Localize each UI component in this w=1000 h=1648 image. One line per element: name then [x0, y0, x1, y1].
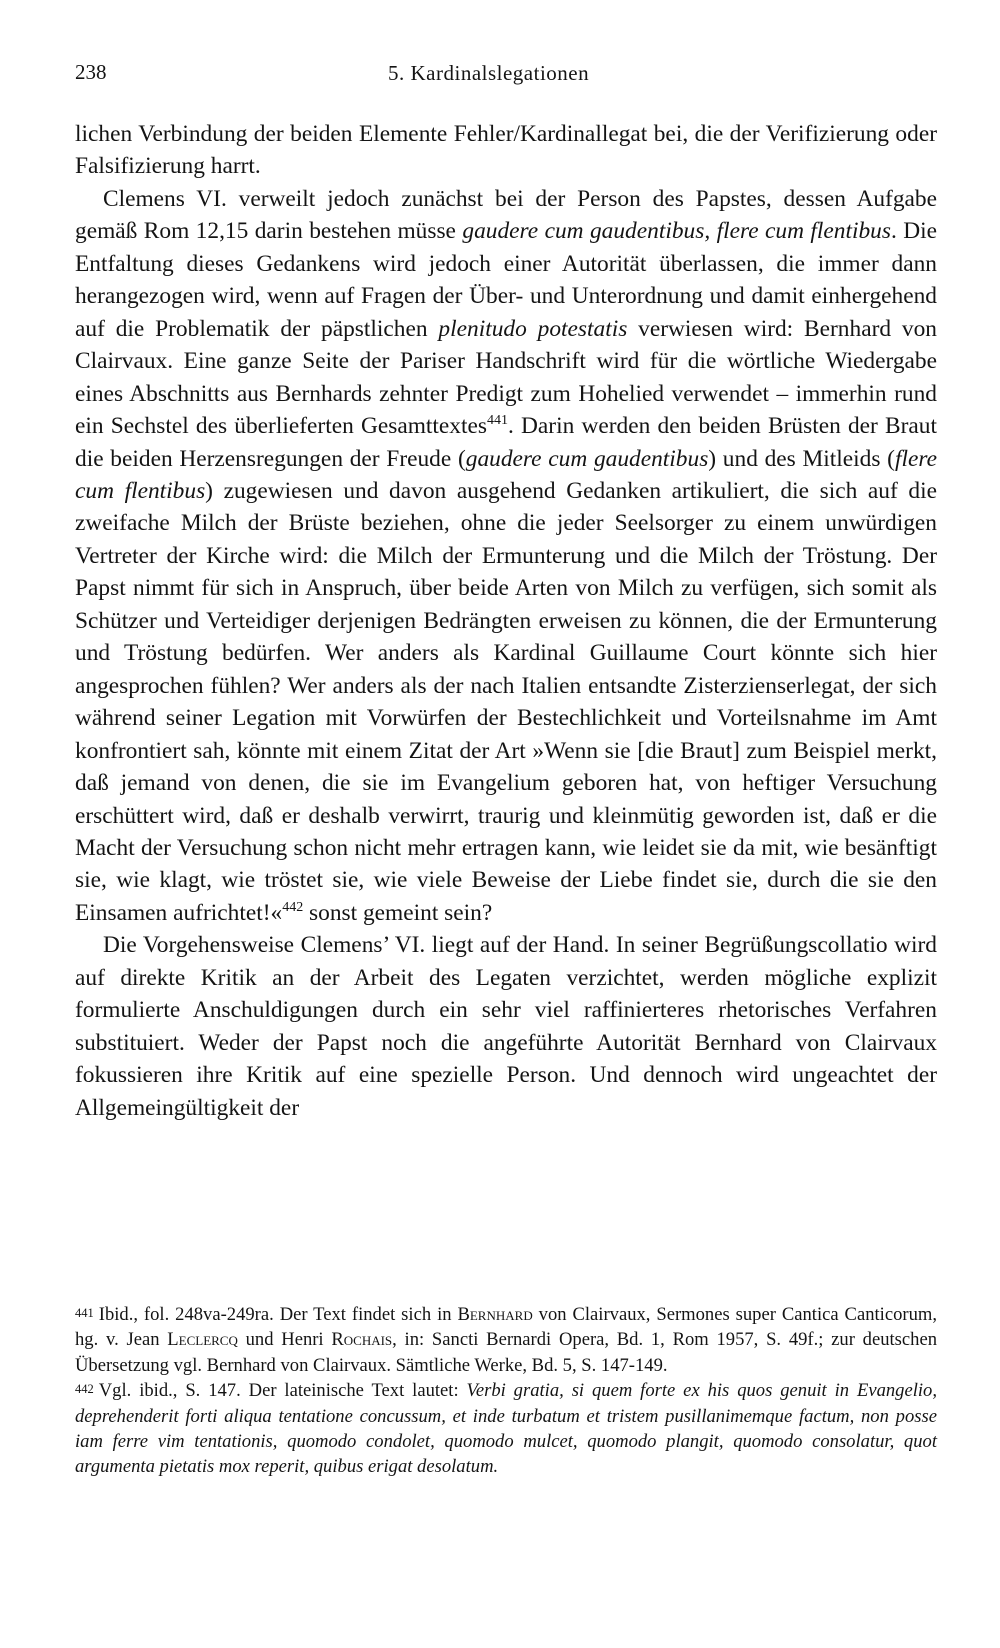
text-run: und Henri	[237, 1329, 332, 1351]
text-run: , in: Sancti Bernardi Opera, Bd. 1, Rom 1957, S. 49f.; zur deutschen Übersetzung vgl. Bernhard von Clairvaux. Sämtliche Werke, Bd. 5, S. 147-149.	[75, 1329, 938, 1376]
footnote-reference: 442	[282, 900, 304, 916]
text-run: Die Vorgehensweise Clemens’ VI. liegt auf der Hand. In seiner Begrüßungscollatio wird auf direkte Kritik an der Arbeit des Legaten verzichtet, werden mögliche explizit formulierte Anschuldigungen durch ein sehr viel raffinierteres rhetorisches Verfahren substituiert. Weder der Papst noch die angeführte Autorität Bernhard von Clairvaux fokussieren ihre Kritik auf eine spezielle Person. Und dennoch wird ungeachtet der Allgemeingültigkeit der	[75, 932, 937, 1121]
text-run: verwiesen wird: Bernhard von Clairvaux. Eine ganze Seite der Pariser Handschrift wird für die wörtliche Wiedergabe eines Abschnitts aus Bernhards zehnter Predigt zum Hohelied verwendet – immerhin rund ein Sechstel des überlieferten Gesamttextes	[75, 315, 937, 440]
footnote-number: 441	[75, 1306, 94, 1320]
paragraph	[75, 118, 937, 183]
author-name: Bernhard	[457, 1304, 533, 1325]
footnote-number: 442	[75, 1382, 94, 1397]
footnote	[75, 1378, 937, 1480]
text-run: Ibid., fol. 248va-249ra. Der Text findet sich in	[98, 1304, 458, 1325]
text-run: von Clairvaux, Sermones super Cantica Canticorum, hg. v. Jean	[75, 1304, 937, 1351]
text-run: lichen Verbindung der beiden Elemente Fehler/Kardinallegat bei, die der Verifizierung oder Falsifizierung harrt.	[75, 121, 937, 180]
italic-text: gaudere cum gaudentibus, flere cum flentibus	[462, 218, 891, 245]
footnote	[75, 1302, 937, 1378]
paragraph	[75, 929, 937, 1124]
italic-text: Verbi gratia, si quem forte ex his quos genuit in Evangelio, deprehenderit forti aliqua tentatione concussum, et inde turbatum et tristem pusillanimemque factum, non posse iam ferre vim tentationis, quomodo condolet, quomodo mulcet, quomodo plangit, quomodo consolatur, quot argumenta pietatis mox reperit, quibus erigat desolatum.	[75, 1380, 937, 1478]
author-name: Leclercq	[167, 1329, 238, 1351]
text-run: . Darin werden den beiden Brüsten der Braut die beiden Herzensregungen der Freude (	[75, 413, 938, 472]
footnotes	[75, 1302, 937, 1480]
text-run: Clemens VI. verweilt jedoch zunächst bei der Person des Papstes, dessen Aufgabe gemäß Rom 12,15 darin bestehen müsse	[75, 185, 937, 245]
paragraph	[75, 183, 937, 929]
text-run: sonst gemeint sein?	[303, 899, 493, 926]
author-name: Rochais	[331, 1329, 393, 1351]
footnote-reference: 441	[486, 413, 508, 429]
chapter-title: 5. Kardinalslegationen	[388, 61, 590, 85]
main-text	[75, 118, 937, 1124]
italic-text: flere cum flentibus	[75, 445, 937, 504]
text-run: ) und des Mitleids (	[708, 445, 895, 472]
running-head	[75, 60, 935, 94]
italic-text: plenitudo potestatis	[438, 315, 628, 342]
italic-text: gaudere cum gaudentibus	[465, 445, 709, 472]
text-run: Vgl. ibid., S. 147. Der lateinische Text lautet:	[98, 1380, 467, 1402]
page-number: 238	[75, 60, 107, 84]
text-run: . Die Entfaltung dieses Gedankens wird jedoch einer Autorität überlassen, die immer dann herangezogen wird, wenn auf Fragen der Über- und Unterordnung und damit einhergehend auf die Problematik der päpstlichen	[75, 218, 937, 342]
text-run: ) zugewiesen und davon ausgehend Gedanken artikuliert, die sich auf die zweifache Milch der Brüste beziehen, ohne die jeder Seelsorger zu einem unwürdigen Vertreter der Kirche wird: die Milch der Ermunterung und die Milch der Tröstung. Der Papst nimmt für sich in Anspruch, über beide Arten von Milch zu verfügen, sich somit als Schützer und Verteidiger derjenigen Bedrängten erweisen zu können, die der Ermunterung und Tröstung bedürfen. Wer anders als Kardinal Guillaume Court könnte sich hier angesprochen fühlen? Wer anders als der nach Italien entsandte Zisterzienserlegat, der sich während seiner Legation mit Vorwürfen der Bestechlichkeit und Vorteilsnahme im Amt konfrontiert sah, könnte mit einem Zitat der Art »Wenn sie [die Braut] zum Beispiel merkt, daß jemand von denen, die sie im Evangelium geboren hat, von heftiger Versuchung erschüttert wird, daß er deshalb verwirrt, traurig und kleinmütig geworden ist, daß er die Macht der Versuchung schon nicht mehr ertragen kann, wie leidet sie da mit, wie besänftigt sie, wie klagt, wie tröstet sie, wie viele Beweise der Liebe findet sie, durch die sie den Einsamen aufrichtet!«	[75, 477, 937, 926]
